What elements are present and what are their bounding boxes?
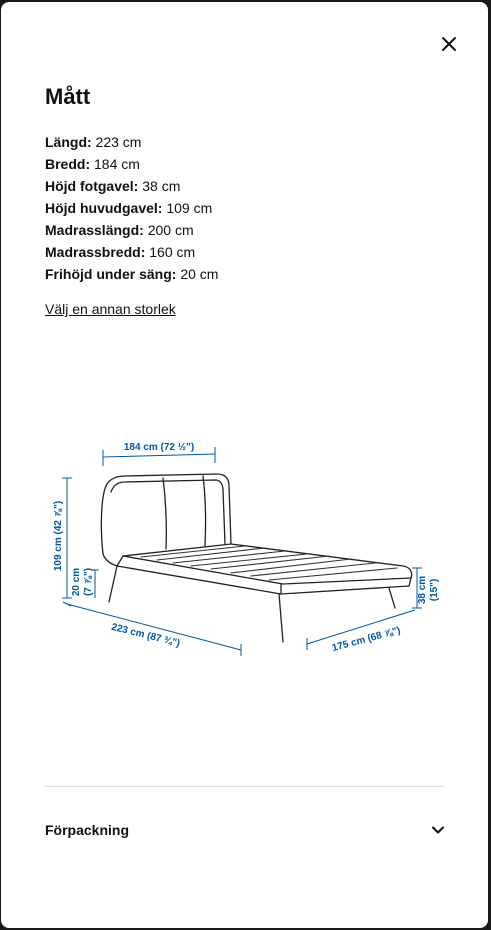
dimension-value: 223 cm	[91, 134, 142, 150]
clearance-inch-label: (7 ⅞")	[83, 567, 94, 597]
clearance-label: 20 cm	[71, 567, 82, 597]
frame-front-top	[123, 556, 411, 584]
slats	[141, 546, 397, 580]
headboard-panel-seam	[203, 476, 206, 546]
leg-front	[279, 594, 283, 642]
close-icon	[441, 36, 457, 52]
dimensions-dialog	[1, 2, 488, 928]
length-dimension-line	[63, 602, 241, 656]
dimension-clearance	[45, 263, 218, 285]
dimension-labels	[53, 442, 440, 654]
dimension-label: Höjd fotgavel:	[45, 178, 139, 194]
headboard-side	[103, 554, 117, 566]
dimension-label: Bredd:	[45, 156, 91, 172]
packaging-label: Förpackning	[45, 822, 130, 838]
headboard-panel-seam	[163, 478, 166, 549]
leg-back-left	[109, 566, 117, 602]
chevron-down-icon	[431, 823, 445, 837]
leg-right	[389, 588, 395, 608]
dimension-value: 184 cm	[90, 156, 140, 172]
headboard-height-label: 109 cm (42 ⅞")	[53, 500, 64, 572]
dimension-value: 160 cm	[145, 244, 196, 260]
dimension-value: 200 cm	[143, 222, 194, 238]
depth-dimension-label: 175 cm (68 ⅞")	[330, 625, 402, 655]
length-dimension-label: 223 cm (87 ¾")	[110, 621, 182, 650]
bed-illustration	[101, 474, 411, 642]
dimension-headboard-height	[45, 197, 218, 219]
bed-dimension-drawing	[45, 432, 445, 662]
dimension-label: Frihöjd under säng:	[45, 266, 177, 282]
dimension-mattress-length	[45, 219, 218, 241]
close-button[interactable]	[435, 30, 463, 58]
dimension-length	[45, 131, 218, 153]
dimension-mattress-width	[45, 241, 218, 263]
width-dimension-label: 184 cm (72 ½")	[123, 442, 195, 453]
dimension-label: Madrasslängd:	[45, 222, 144, 238]
dimension-footboard-height	[45, 175, 218, 197]
section-divider	[45, 786, 445, 787]
dimension-value: 38 cm	[138, 178, 181, 194]
frame-corner	[409, 578, 411, 586]
dimension-label: Madrassbredd:	[45, 244, 146, 260]
footboard-height-label: 38 cm	[417, 575, 428, 605]
dialog-title: Mått	[45, 84, 91, 109]
dimension-list	[45, 131, 218, 285]
dimension-value: 109 cm	[162, 200, 213, 216]
packaging-accordion[interactable]	[45, 808, 445, 852]
dimension-value: 20 cm	[176, 266, 219, 282]
dimension-label: Höjd huvudgavel:	[45, 200, 163, 216]
dimension-width	[45, 153, 218, 175]
dimension-label: Längd:	[45, 134, 92, 150]
change-size-link[interactable]: Välj en annan storlek	[45, 301, 176, 317]
headboard-inner	[111, 480, 225, 544]
footboard-height-inch-label: (15")	[429, 578, 440, 602]
